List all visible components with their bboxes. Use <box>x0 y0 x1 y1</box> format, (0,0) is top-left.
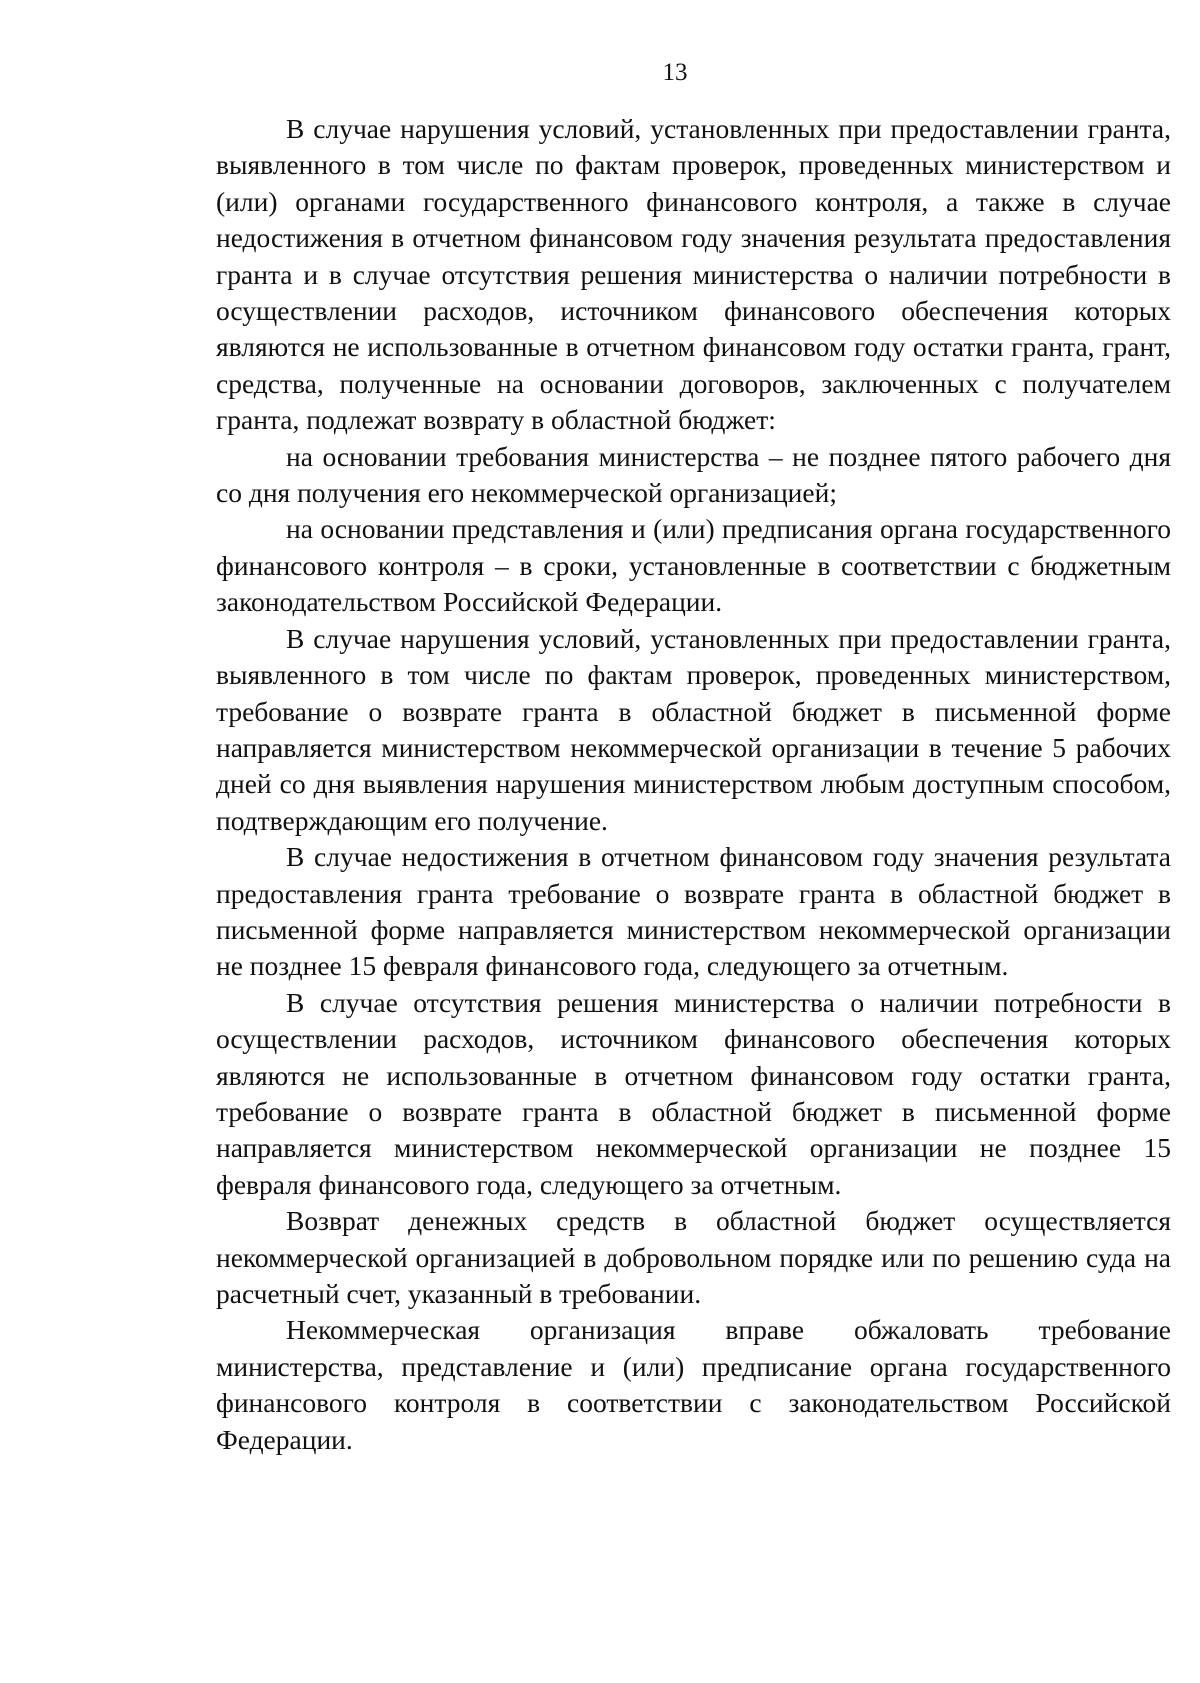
paragraph-ministry-requirement-deadline: на основании требования министерства – не позднее пятого рабочего дня со дня получения его некоммерческой организацией; <box>216 440 1171 509</box>
paragraph-violation-notice: В случае нарушения условий, установленных при предоставлении гранта, выявленного в том числе по фактам проверок, проведенных министерством, требование о возврате гранта в областной бюджет в письменной форме направляется министерством некоммерческой организации в течение 5 рабочих дней со дня выявления нарушения министерством любым доступным способом, подтверждающим его получение. <box>216 622 1171 836</box>
paragraph-funds-return-method: Возврат денежных средств в областной бюджет осуществляется некоммерческой организацией в добровольном порядке или по решению суда на расчетный счет, указанный в требовании. <box>216 1205 1171 1309</box>
paragraph-no-need-decision: В случае отсутствия решения министерства о наличии потребности в осуществлении расходов, источником финансового обеспечения которых являются не использованные в отчетном финансовом году остатки гранта, требование о возврате гранта в областной бюджет в письменной форме направляется министерством некоммерческой организации не позднее 15 февраля финансового года, следующего за отчетным. <box>216 986 1171 1200</box>
document-body <box>216 111 1171 1458</box>
paragraph-appeal-right: Некоммерческая организация вправе обжаловать требование министерства, представление и (или) предписание органа государственного финансового контроля в соответствии с законодательством Российской Федерации. <box>216 1314 1171 1455</box>
paragraph-result-not-achieved: В случае недостижения в отчетном финансовом году значения результата предоставления гранта требование о возврате гранта в областной бюджет в письменной форме направляется министерством некоммерческой организации не позднее 15 февраля финансового года, следующего за отчетным. <box>216 841 1171 982</box>
page-number: 13 <box>662 59 688 86</box>
paragraph-grant-return-conditions: В случае нарушения условий, установленных при предоставлении гранта, выявленного в том числе по фактам проверок, проведенных министерством и (или) органами государственного финансового контроля, а также в случае недостижения в отчетном финансовом году значения результата предоставления гранта и в случае отсутствия решения министерства о наличии потребности в осуществлении расходов, источником финансового обеспечения которых являются не использованные в отчетном финансовом году остатки гранта, грант, средства, полученные на основании договоров, заключенных с получателем гранта, подлежат возврату в областной бюджет: <box>216 113 1171 436</box>
paragraph-financial-control-deadline: на основании представления и (или) предписания органа государственного финансового контроля – в сроки, установленные в соответствии с бюджетным законодательством Российской Федерации. <box>216 513 1171 618</box>
